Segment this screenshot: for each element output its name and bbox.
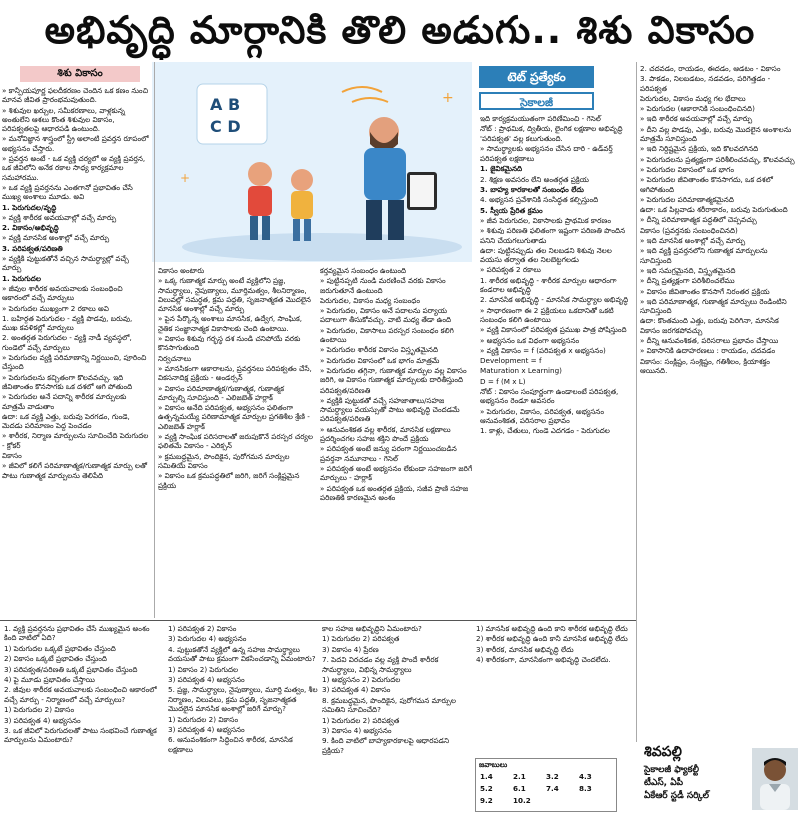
question-line: 3) పరిపక్వత 4) అభ్యసనం xyxy=(168,675,245,685)
paragraph: 2. వికాసం/అభివృద్ధి xyxy=(2,223,59,233)
paragraph: » పెరుగుదల, వికాసం అనే పదాలను పర్యాయ పదాలుగా తీసుకోవచ్చు. వాటి మధ్య తేడా ఉంది xyxy=(320,306,452,325)
paragraph: » పెరుగుదల వికాసంలో ఒక భాగం మాత్రమే xyxy=(320,355,440,365)
answer-item: 8.3 xyxy=(579,784,592,793)
paragraph: » పరిపక్వత అంటే జన్యు పరంగా నిర్ణయించబడిన ప్రవర్తనా నమూనాలు - గెసెల్ xyxy=(320,444,457,463)
svg-text:C D: C D xyxy=(210,117,241,136)
paragraph: 3. పరిపక్వత/పరిణతి xyxy=(2,243,63,253)
paragraph: » వ్యక్తి మానసిక అంశాల్లో వచ్చే మార్పు xyxy=(2,233,110,243)
paragraph: » పరిపక్వత అంటే అభ్యసనం లేకుండా సహజంగా జరిగే మార్పులు - హర్లాక్ xyxy=(320,463,473,483)
paragraph: » పెరుగుదలను ప్రత్యక్షంగా పరిశీలించవచ్చు, కొలవవచ్చు xyxy=(640,154,795,164)
question-line: 4) పై మూడు ప్రభావితం చేస్తాయి xyxy=(4,675,95,685)
paragraph: ఉదా: ఒక పిల్లవాడు శరీరాకారం, బరువు పెరుగుతుంది xyxy=(640,205,788,215)
section-title: శిశు వికాసం xyxy=(20,66,140,82)
paragraph: » పెరుగుదల శారీరక వికాసం విస్తృతమైనది xyxy=(320,345,439,355)
paragraph: కర్తవ్యమైన సంబంధం ఉంటుంది xyxy=(320,266,407,275)
paragraph: 2. చదవడం, రాయడం, ఈదడం, ఆడటం - వికాసం xyxy=(640,64,781,73)
paragraph: » దీన్ని ప్రత్యక్షంగా పరిశీలించలేము xyxy=(640,276,735,286)
paragraph: » వ్యక్తి శారీరక అవయవాల్లో వచ్చే మార్పు xyxy=(2,212,117,222)
question-line: 3) శారీరక, మానసిక అభివృద్ధి లేదు xyxy=(476,644,574,654)
author-box xyxy=(640,742,800,819)
answer-item: 2.1 xyxy=(513,772,526,781)
classroom-illustration xyxy=(152,62,472,262)
paragraph: » పెరుగుదల తగ్గినా, గుణాత్మక మార్పుల వల్ల వికాసం జరిగి, ఆ వికాసం గుణాత్మక మార్పులకు దారితీస్తుంది xyxy=(320,365,467,385)
paragraph: » వ్యక్తికి పుట్టుకతోనే వచ్చిన సామర్థ్యాల్లో వచ్చే మార్పు xyxy=(2,254,129,273)
author-line: టీఎస్, ఏపీ xyxy=(644,778,684,788)
question-line: 1. వ్యక్తి ప్రవర్తనను ప్రభావితం చేసే ముఖ్యమైన అంశం కింది వాటిలో ఏది? xyxy=(4,624,150,643)
paragraph: నోట్ : ప్రాథమిక, ద్వితీయ, లైంగిక లక్షణాల అభివృద్ధి 'పరిపక్వత' వల్ల కలుగుతుంది. xyxy=(480,124,623,143)
question-line: 1) పెరుగుదల 2) వికాసం xyxy=(4,705,75,715)
divider xyxy=(154,62,155,618)
paragraph: » ప్రవర్తన అంటే - ఒక వ్యక్తి చర్యలో ఆ వ్యక్తి ప్రవర్తన, ఒక జీవిలోని అనేక రకాల సాధ్య కార్యక్రమాల సమహారము. xyxy=(2,154,146,182)
column-3 xyxy=(320,266,475,616)
questions-column-1 xyxy=(4,624,164,814)
paragraph: » పెరుగుదల వ్యక్తి పరిమాణాన్ని నిర్ణయించి, పూరించి చేస్తుంది xyxy=(2,353,147,372)
answer-item: 4.3 xyxy=(579,772,592,781)
author-line: సైకాలజీ ఫ్యాకల్టీ xyxy=(644,765,699,775)
paragraph: » ఇది మానసిక అంశాల్లో వచ్చే మార్పు xyxy=(640,236,746,246)
question-line: 4. పుట్టుకతోనే వ్యక్తిలో ఉన్న సహజ సామర్థ్యాలు వయసుతో పాటు క్రమంగా వికసించడాన్ని ఏమంటారు? xyxy=(168,644,316,664)
question-line: 1) వికాసం 2) పెరుగుదల xyxy=(168,664,239,674)
question-line: 3) పరిపక్వత/పరిణతి ఒక్కటే ప్రభావితం చేస్తుంది xyxy=(4,664,138,674)
answer-item: 7.4 xyxy=(546,784,559,793)
answer-item: 1.4 xyxy=(480,772,493,781)
paragraph: » వ్యక్తి వికాసంలో పరిపక్వత ప్రముఖ పాత్ర పోషిస్తుంది xyxy=(480,325,627,335)
paragraph: 3. బాహ్య కారకాలతో సంబంధం లేదు xyxy=(480,185,584,195)
paragraph: » పెరుగుదల వికాసంలో ఒక భాగం xyxy=(640,164,734,174)
paragraph: 1. జైవికమైనది xyxy=(480,164,523,174)
paragraph: ఉదా: పుట్టినప్పుడు తల నిలబడని శిశువు నెలల వయసు తర్వాత తల నిలబెట్టగలడు xyxy=(480,245,612,265)
question-line: 3) పరిపక్వత 4) వికాసం xyxy=(322,685,391,695)
column-2 xyxy=(158,266,313,616)
paragraph: » పరిపక్వత ఒక అంతర్గత ప్రక్రియ, సజీవ ప్రాణి సహజ పరిణతికి కారణమైన అంశం xyxy=(320,483,469,502)
paragraph: » వ్యక్తి వికాసం = f (పరిపక్వత x అభ్యసనం) xyxy=(480,345,606,355)
paragraph: » ఒక్క గుణాత్మక మార్పు అంటే వ్యక్తిలోని ప్రజ్ఞ, సామర్థ్యాలు, నైపుణ్యాలు, మూర్తిమత్వం, శీలనిర్మాణం, విలువల్లో సమర్థత, క్రమ పద్ధతి, సృజనాత్మకత మొదలైన మానసిక అంశాల్లో వచ్చే మార్పు xyxy=(158,276,311,314)
paragraph: » పెరుగుదలను కచ్చితంగా కొలవవచ్చు. ఇది జీవితాంతం కొనసాగకు ఒక దశలో ఆగి పోతుంది xyxy=(2,372,133,391)
paragraph: » ఇది వ్యక్తి ప్రవర్తనలోని గుణాత్మక మార్పులను సూచిస్తుంది xyxy=(640,246,768,265)
answer-grid xyxy=(476,772,616,805)
questions-divider xyxy=(0,620,636,621)
answer-key-title: జవాబులు xyxy=(479,760,508,769)
paragraph: 1. కాళ్లు, చేతులు, గుండె ఎదగడం - పెరుగుదల xyxy=(480,426,610,436)
paragraph: » మానసికంగా ఆకారాలను, ప్రవర్తనలు పరిపక్వతం చేసే, వికసనాదిక్ష ప్రక్రియ - అండర్సన్ xyxy=(158,363,312,383)
psychology-banner: సైకాలజీ xyxy=(479,92,594,110)
paragraph: » జీవుల శారీరక అవయవాలకు సంబంధించి ఆకారంలో వచ్చే మార్పులు xyxy=(2,283,123,303)
question-line: 7. పెదవి విరచడం వల్ల వ్యక్తి పొందే శారీరక సామర్థ్యాలు, విభిన్న సామర్థ్యాలు xyxy=(322,655,439,674)
column-1 xyxy=(2,86,150,616)
tet-special-banner: టెట్ ప్రత్యేకం xyxy=(479,66,594,88)
answer-item: 9.2 xyxy=(480,796,493,805)
author-name: శివపల్లి xyxy=(644,744,682,760)
column-5 xyxy=(640,64,798,736)
headline: అభివృద్ధి మార్గానికి తొలి అడుగు.. శిశు వికాసం xyxy=(44,8,756,52)
questions-column-2 xyxy=(168,624,318,814)
question-line: 3) పరిపక్వత 4) అభ్యసనం xyxy=(4,715,81,725)
question-line: 3) పెరుగుదల 4) అభ్యసనం xyxy=(168,634,247,644)
paragraph: » జీవ పెరుగుదల, వికాసాలకు ప్రాథమిక కారణం xyxy=(480,215,611,225)
paragraph: » వికాసం శిశువు గర్భస్థ దశ నుండి చనిపోయే వరకు కొనసాగుతుంది xyxy=(158,334,301,353)
paragraph: పెరుగుదల, వికాసం మధ్య గల భేదాలు xyxy=(640,93,746,103)
paragraph: » వ్యక్తికి పుట్టుకతో వచ్చే సహజాతాలు/సహజ సామర్థ్యాలు వయస్సుతో పాటు అభివృద్ధి చెందడమే పరిపక్వత/పరిణతి xyxy=(320,395,460,424)
paragraph: ఉదా: కొంతమంది ఎత్తు, బరువు పెరిగినా, మానసిక వికాసం జరగకపోవచ్చు xyxy=(640,316,779,335)
question-line: 3) వికాసం 4) అభ్యసనం xyxy=(322,726,392,736)
paragraph: 1. బహిర్గత పెరుగుదల - వ్యక్తి పొడవు, బరువు, ముఖ కవళికల్లో మార్పులు xyxy=(2,313,133,333)
paragraph: వికాసం: సంక్లిష్టం, సంశ్లిష్టం, గతిశీలం, క్రియాశక్తం ఆయినది. xyxy=(640,356,770,375)
paragraph: D = f (M x L) xyxy=(480,376,526,386)
paragraph: వికాసం అంటారు xyxy=(158,266,205,275)
paragraph: » పెరుగుదల అనే పదాన్ని శారీరక మార్పులకు మాత్రమే వాడుతాం xyxy=(2,392,127,411)
answer-item: 6.1 xyxy=(513,784,526,793)
question-line: 1) పెరుగుదల 2) పరిపక్వత xyxy=(322,715,400,725)
paragraph: » పెరుగుదల (ఆకారానికి సంబంధించినది) xyxy=(640,104,755,114)
paragraph: » ఇది నిర్దిష్టమైన ప్రక్రియ, ఇది కొలవదగినది xyxy=(640,144,759,154)
svg-text:A B: A B xyxy=(210,95,241,114)
paragraph: » దీన్ని పరిమాణాత్మక పద్ధతిలో చెప్పవచ్చు xyxy=(640,215,757,225)
question-line: 2) శారీరక అభివృద్ధి ఉంది కానీ మానసిక అభివృద్ధి లేదు xyxy=(476,634,628,644)
paragraph: 1. శారీరక అభివృద్ధి - శారీరక మార్పుల ఆధారంగా కండరాల అభివృద్ధి xyxy=(480,275,617,295)
paragraph: » ఇది పరిమాణాత్మక, గుణాత్మక మార్పులు రెండింటిని సూచిస్తుంది xyxy=(640,296,787,316)
author-line: ఏకేఆర్ స్టడీ సర్కిల్ xyxy=(644,791,709,801)
questions-column-3 xyxy=(322,624,472,814)
paragraph: » వికాసం జీవితాంతం కొనసాగే నిరంతర ప్రక్రియ xyxy=(640,286,770,296)
paragraph: » పెరుగుదల జీవితాంతం కొనసాగదు, ఒక దశలో ఆగిపోతుంది xyxy=(640,175,773,194)
svg-text:+: + xyxy=(180,171,191,185)
paragraph: 1. పెరుగుదల xyxy=(2,273,41,283)
question-line: 1) పెరుగుదల 2) వికాసం xyxy=(168,714,239,724)
paragraph: పెరుగుదల, వికాసం మధ్య సంబంధం xyxy=(320,295,421,305)
paragraph: 1. పెరుగుదల/వృద్ధి xyxy=(2,202,57,212)
paragraph: » క్రమబద్ధమైన, పొందికైన, పురోగమన మార్పుల సమితియే వికాసం xyxy=(158,451,290,470)
paragraph: 2. శిక్షణ అవసరం లేని అంతర్గత ప్రక్రియ xyxy=(480,174,589,184)
paragraph: » కాన్పీయపూర్ణ ఫలదీకరణం చెందిన ఒక కణం నుంచి మానవ జీవిత ప్రారంభమవుతుంది. xyxy=(2,86,149,105)
paragraph: » దీని వల్ల పొడవు, ఎత్తు, బరువు మొదలైన అంశాలను మాత్రమే సూచిస్తుంది xyxy=(640,124,792,144)
paragraph: 2. అంతర్గత పెరుగుదల - వ్యక్తి నాడీ వ్యవస్థలో, గుండెలో వచ్చే మార్పులు xyxy=(2,333,132,352)
answer-item: 5.2 xyxy=(480,784,493,793)
paragraph: 3. పాకడం, నిలబడటం, నడవడం, పరిగెత్తడం - పరిపక్వత xyxy=(640,74,771,93)
paragraph: నోట్ : వికాసం సంపూర్ణంగా ఉండాలంటే పరిపక్వత, అభ్యసనం రెండూ అవసరం xyxy=(480,387,619,406)
paragraph: » పుట్టినప్పటి నుండి మరణించే వరకు వికాసం జరుగుతూనే ఉంటుంది xyxy=(320,276,446,295)
divider xyxy=(636,62,637,742)
paragraph: వికాసం (ప్రవర్తనకు సంబంధించినది) xyxy=(640,225,738,235)
paragraph: పరిపక్వత/పరిణతి xyxy=(320,385,371,395)
question-line: 3) పరిపక్వత 4) అభ్యసనం xyxy=(168,725,245,735)
question-line: 3. ఒక జీవిలో పెరుగుదలతో పాటు సంభవించే గుణాత్మక మార్పులను ఏమంటారు? xyxy=(4,726,157,745)
column-4 xyxy=(480,114,633,616)
paragraph: » ఇది సమగ్రమైనది, విస్తృతమైనది xyxy=(640,265,736,275)
paragraph: వికాసం xyxy=(2,450,22,460)
paragraph: » సామర్థ్యాలకు అభ్యసనం చేసిన దారి - ఉడ్‌వర్త్ xyxy=(480,143,613,153)
question-line: 6. ఆనువంశికంగా సిద్ధించిన శారీరక, మానసిక లక్షణాలు xyxy=(168,735,293,754)
paragraph: » జీవిలో కలిగే పరిమాణాత్మక/గుణాత్మక మార్పు లతో పాటు గుణాత్మక మార్పులను తెలిపేది xyxy=(2,461,147,480)
author-photo xyxy=(752,748,798,810)
paragraph: 5. స్వీయ ప్రేరిత క్రమం xyxy=(480,205,543,215)
question-line: 8. క్రమబద్ధమైన, పొందికైన, పురోగమన మార్పుల సమితిని సూచించేది? xyxy=(322,695,456,715)
paragraph: » పెరుగుదల ముఖ్యంగా 2 రకాలు అవి xyxy=(2,303,109,313)
paragraph: Maturation x Learning) xyxy=(480,366,562,376)
paragraph: » వికాసం అనేది పరిపక్వత, అభ్యసనం ఫలితంగా ఉత్పన్నమయ్యే పరిణామాత్మక మార్పుల ప్రగతిశీల శ్రేణి - ఎలిజబెత్ హర్లాక్ xyxy=(158,403,310,431)
question-line: 3) వికాసం 4) ప్రేరణ xyxy=(322,644,379,654)
paragraph: » వికాసం ఒక క్రమపద్ధతిలో జరిగి, జరిగే సంక్లిష్టమైన ప్రక్రియ xyxy=(158,471,300,490)
question-line: 1) పెరుగుదల 2) పరిపక్వత xyxy=(322,634,400,644)
question-line: 2. జీవుల శారీరక అవయవాలకు సంబంధించి ఆకారంలో వచ్చే మార్పు - నిర్మాణంలో వచ్చే మార్పులు? xyxy=(4,685,157,704)
paragraph: » అభ్యసనం ఒక విధంగా అభ్యసనం xyxy=(480,335,580,345)
answer-item: 10.2 xyxy=(513,796,531,805)
author-credentials xyxy=(644,764,709,803)
paragraph: » శారీరక, నిర్మాణ మార్పులను సూచించేది పెరుగుదల - క్రోకర్ xyxy=(2,431,149,450)
question-line: 1) పెరుగుదల ఒక్కటే ప్రభావితం చేస్తుంది xyxy=(4,643,116,653)
teacher-children-illustration xyxy=(152,62,472,262)
svg-text:+: + xyxy=(442,90,454,106)
paragraph: » వికాసం పరిమాణాత్మక/గుణాత్మక, గుణాత్మక మార్పుల్ని సూచిస్తుంది - ఎలిజబెత్ హర్లాక్ xyxy=(158,383,285,402)
paragraph: » పైన పేర్కొన్న అంశాలు మానసిక, ఉద్వేగ, సాంఘిక, నైతిక సంజ్ఞానాత్మక వికాసాలకు చెంది ఉంటాయి. xyxy=(158,314,303,333)
paragraph: » పెరుగుదల పరిమాణాత్మకమైనది xyxy=(640,194,734,204)
paragraph: » వికాసానికి ఉదాహరణలు : రాయడం, చదవడం xyxy=(640,346,776,356)
answer-item: 3.2 xyxy=(546,772,559,781)
paragraph: Development = f xyxy=(480,356,542,366)
paragraph: » శిశువు పరిణతి ఫలితంగా ఇష్టంగా పరిణతి పొందిన పనిని చేయగలుగుతాడు xyxy=(480,226,626,245)
paragraph: » వ్యక్తి సాంఘిక పరిసరాలతో జరుపుకొనే పరస్పర చర్యల ఫలితమే వికాసం - ఎరిక్సన్ xyxy=(158,432,313,451)
paragraph: » పెరుగుదల, వికాసం, పరిపక్వత, అభ్యసనం ఆనువంశికత, పరిసరాల ప్రభావం xyxy=(480,406,604,425)
question-line: 9. కింది వాటిలో బాహ్యకారకాలపై ఆధారపడని ప్రక్రియ? xyxy=(322,736,450,755)
paragraph: పరిపక్వత లక్షణాలు xyxy=(480,154,535,164)
question-line: 5. ప్రజ్ఞ, సామర్థ్యాలు, నైపుణ్యాలు, మూర్తి మత్వం, శీల నిర్మాణం, విలువలు, క్రమ పద్ధతి, సృజనాత్మకత మొదలైన మానసిక అంశాల్లో జరిగే మార్పు? xyxy=(168,685,318,714)
question-line: 1) పరిపక్వత 2) వికాసం xyxy=(168,624,237,633)
paragraph: » పరిపక్వత 2 రకాలు xyxy=(480,265,541,275)
question-line: 4) శారీరకంగా, మానసికంగా అభివృద్ధి చెందలేదు. xyxy=(476,655,611,665)
paragraph: 4. అభ్యసన ప్రవేశానికి సంసిద్ధత కల్పిస్తుంది xyxy=(480,195,599,205)
question-line: 1) అభ్యసనం 2) పెరుగుదల xyxy=(322,675,401,685)
answer-key xyxy=(475,758,617,812)
paragraph: ఉదా: ఒక వ్యక్తి ఎత్తు, బరువు పెరగడం, గుండె, మెదడు పరిమాణం పెద్ద పెంచడం xyxy=(2,411,130,431)
questions-column-4 xyxy=(476,624,634,754)
paragraph: » సాధారణంగా ఈ 2 ప్రక్రియలు ఒకదానితో ఒకటి సంబంధం కలిగి ఉంటాయి xyxy=(480,305,614,324)
paragraph: » శిశువుల ఖర్చుల, సమీకరణాలు, వాళ్లకున్న అంతులేని ఆశలు కొంత శిశువుల వికాసం, పరిపక్వతలపై ఆధారపడి ఉంటుంది. xyxy=(2,105,125,134)
question-line: కాల సహజ అభివృద్ధిని ఏమంటారు? xyxy=(322,624,422,633)
paragraph: » ఆనువంశికత వల్ల శారీరక, మానసిక లక్షణాలు ప్రదర్శించగల సహజ శక్తిని పొందే ప్రక్రియ xyxy=(320,424,451,444)
paragraph: 2. మానసిక అభివృద్ధి - మానసిక సామర్థ్యాల అభివృద్ధి xyxy=(480,295,629,305)
paragraph: » ఇది శారీరక అవయవాల్లో వచ్చే మార్పు xyxy=(640,114,753,124)
paragraph: » పెరుగుదల, వికాసాలు పరస్పర సంబంధం కలిగి ఉంటాయి xyxy=(320,325,454,345)
question-line: 1) మానసిక అభివృద్ధి ఉంది కాని శారీరక అభివృద్ధి లేదు xyxy=(476,624,628,633)
paragraph: » మనోవిజ్ఞాన శాస్త్రంలో స్ట్రీ అలాంటి ప్రవర్తన రూపంలో అభ్యసనం చేస్తారు. xyxy=(2,134,149,153)
paragraph: ఇది కార్యక్రమయుతంగా పరిణేమించి - గెసెల్ xyxy=(480,114,601,123)
paragraph: » ఒక వ్యక్తి ప్రవర్తనను ఎంతగానో ప్రభావితం చేసే ముఖ్య అంశాలు మూడు. అవి xyxy=(2,182,133,202)
paragraph: నిర్వచనాలు xyxy=(158,353,192,363)
question-line: 2) వికాసం ఒక్కటే ప్రభావితం చేస్తుంది xyxy=(4,654,107,664)
paragraph: » దీన్ని ఆనువంశికత, పరిసరాలు ప్రభావం చేస్తాయి xyxy=(640,336,779,346)
